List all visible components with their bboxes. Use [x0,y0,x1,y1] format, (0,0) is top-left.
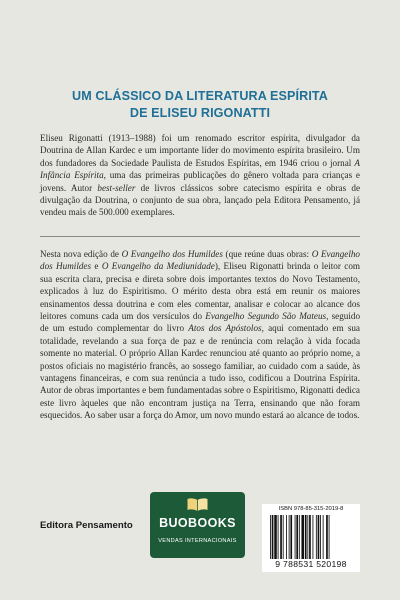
section-divider [40,236,360,237]
headline [0,88,400,122]
headline-line-2: DE ELISEU RIGONATTI [129,106,271,120]
book-description-paragraph: Nesta nova edição de O Evangelho dos Humildes (que reúne duas obras: O Evangelho dos Humildes e O Evangelho da Mediunidade), Eliseu Rigonatti brinda o leitor com sua escrita clara, precisa e direta sobre dois importantes textos do Novo Testamento, explicados à luz do Espiritismo. O mérito desta obra está em reunir os maiores ensinamentos dessa doutrina e com eles comentar, analisar e colocar ao alcance dos leitores comuns cada um dos versículos do Evangelho Segundo São Mateus, seguido de um estudo complementar do livro Atos dos Apóstolos, aqui comentado em sua totalidade, revelando a sua força de paz e de renúncia com relação à vida focada somente no material. O próprio Allan Kardec renunciou até quanto ao próprio nome, a postos oficiais no magistério francês, ao sossego familiar, ao cuidado com a saúde, às vantagens financeiras, e com sua renúncia a tudo isso, codificou a Doutrina Espírita. Autor de obras importantes e bem fundamentadas sobre o Espiritismo, Rigonatti dedica este livro àqueles que não encontram justiça na Terra, ensinando que não foram esquecidos. Ao saber usar a força do Amor, um novo mundo estará ao alcance de todos. [40,249,361,421]
isbn-barcode-box [262,504,360,572]
book-emblem-icon [186,497,209,513]
buobooks-badge [150,492,245,558]
publisher-name: Editora Pensamento [40,520,133,531]
author-bio-paragraph: Eliseu Rigonatti (1913–1988) foi um renomado escritor espírita, divulgador da Doutrina de Allan Kardec e um importante líder do movimento espírita brasileiro. Um dos fundadores da Sociedade Paulista de Estudos Espíritas, em 1946 criou o jornal A Infância Espírita, uma das primeiras publicações do gênero voltada para crianças e jovens. Autor best-seller de livros clássicos sobre catecismo espírita e obras de divulgação da Doutrina, o conjunto de sua obra, lançado pela Editora Pensamento, já vendeu mais de 500.000 exemplares. [40,133,360,218]
badge-tagline: VENDAS INTERNACIONAIS [158,538,237,544]
isbn-digits: 9 788531 520198 [275,559,347,569]
isbn-label: ISBN 978-85-315-2019-8 [278,506,344,512]
badge-brand: BUOBOOKS [159,516,236,530]
headline-line-1: UM CLÁSSICO DA LITERATURA ESPÍRITA [72,89,328,103]
barcode-icon [268,515,354,559]
